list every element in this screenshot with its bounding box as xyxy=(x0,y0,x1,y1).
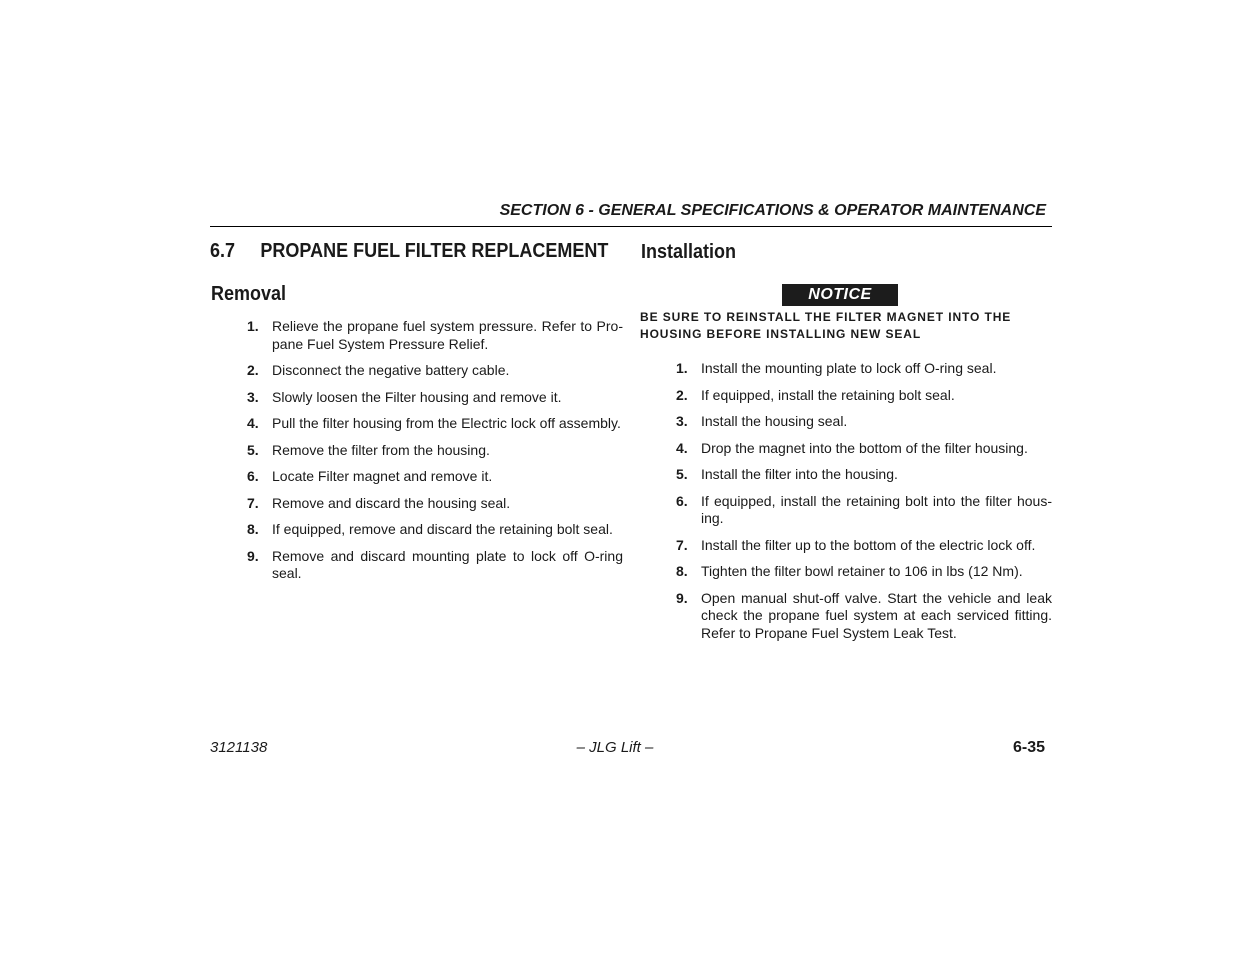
step-number: 5. xyxy=(247,441,259,458)
step-number: 8. xyxy=(247,521,259,537)
list-item xyxy=(247,468,623,486)
list-item xyxy=(247,318,623,353)
list-item xyxy=(247,495,623,513)
list-item xyxy=(247,362,623,380)
step-number: 1. xyxy=(247,318,259,334)
step-text: Tighten the filter bowl retainer to 106 in lbs (12 Nm). xyxy=(701,563,1023,579)
section-title: PROPANE FUEL FILTER REPLACEMENT xyxy=(260,240,609,262)
step-text: Open manual shut-off valve. Start the vehicle and leak check the propane fuel system at each serviced fitting. Refer to Propane Fuel System Leak Test. xyxy=(701,589,1052,641)
step-number: 5. xyxy=(676,466,688,482)
step-number: 3. xyxy=(247,388,259,405)
list-item xyxy=(247,521,623,539)
removal-steps xyxy=(247,318,623,592)
step-number: 7. xyxy=(247,494,259,511)
list-item xyxy=(676,493,1052,528)
step-number: 2. xyxy=(676,386,688,403)
step-number: 6. xyxy=(247,468,259,484)
step-text: Drop the magnet into the bottom of the filter housing. xyxy=(701,439,1028,456)
step-number: 9. xyxy=(676,589,688,606)
step-text: If equipped, install the retaining bolt seal. xyxy=(701,386,955,403)
step-number: 7. xyxy=(676,536,688,553)
step-number: 1. xyxy=(676,360,688,376)
footer-page-number: 6-35 xyxy=(1012,739,1045,756)
list-item xyxy=(676,466,1052,484)
step-text: Install the filter up to the bottom of the electric lock off. xyxy=(701,536,1036,553)
step-text: Pull the filter housing from the Electric lock off assembly. xyxy=(272,415,621,431)
step-text: Remove and discard mounting plate to lock off O-ring seal. xyxy=(272,547,623,581)
step-number: 3. xyxy=(676,413,688,429)
list-item xyxy=(247,389,623,407)
list-item xyxy=(247,548,623,583)
step-number: 8. xyxy=(676,563,688,579)
notice-text: BE SURE TO REINSTALL THE FILTER MAGNET INTO THE HOUSING BEFORE INSTALLING NEW SEAL xyxy=(640,310,1012,341)
step-text: Install the housing seal. xyxy=(701,413,848,429)
step-text: If equipped, remove and discard the retaining bolt seal. xyxy=(272,521,613,537)
step-text: Relieve the propane fuel system pressure. Refer to Pro- pane Fuel System Pressure Relief. xyxy=(272,318,623,352)
list-item xyxy=(676,537,1052,555)
list-item xyxy=(676,360,1052,378)
list-item xyxy=(676,413,1052,431)
list-item xyxy=(676,563,1052,581)
step-number: 4. xyxy=(247,415,259,431)
step-text: Remove the filter from the housing. xyxy=(272,441,490,458)
step-text: Slowly loosen the Filter housing and remove it. xyxy=(272,388,562,405)
list-item xyxy=(247,442,623,460)
list-item xyxy=(676,440,1052,458)
list-item xyxy=(247,415,623,433)
step-text: Locate Filter magnet and remove it. xyxy=(272,468,493,484)
step-number: 2. xyxy=(247,362,259,378)
step-text: Install the mounting plate to lock off O-ring seal. xyxy=(701,360,997,376)
step-text: Disconnect the negative battery cable. xyxy=(272,362,510,378)
header-title: SECTION 6 - GENERAL SPECIFICATIONS & OPERATOR MAINTENANCE xyxy=(499,202,1046,219)
list-item xyxy=(676,590,1052,643)
step-text: Install the filter into the housing. xyxy=(701,466,898,482)
footer-doc-number: 3121138 xyxy=(210,739,268,756)
installation-heading: Installation xyxy=(641,241,737,263)
list-item xyxy=(676,387,1052,405)
step-number: 9. xyxy=(247,547,259,564)
footer-brand: – JLG Lift – xyxy=(576,739,654,756)
installation-steps xyxy=(676,360,1052,651)
notice-badge: NOTICE xyxy=(782,284,898,306)
step-text: Remove and discard the housing seal. xyxy=(272,494,511,511)
step-number: 4. xyxy=(676,439,688,456)
step-number: 6. xyxy=(676,492,688,509)
header-rule xyxy=(210,226,1052,227)
section-number: 6.7 xyxy=(210,240,236,262)
section-heading xyxy=(210,240,608,263)
removal-heading: Removal xyxy=(211,283,287,305)
step-text: If equipped, install the retaining bolt into the filter hous- ing. xyxy=(701,492,1052,526)
